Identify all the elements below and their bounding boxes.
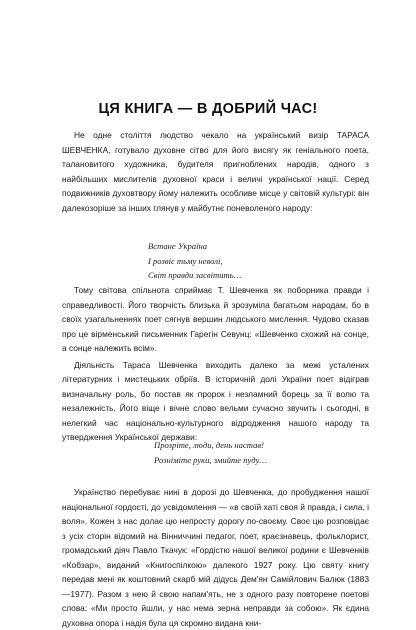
intro-block	[62, 128, 369, 215]
paragraph-2: Тому світова спільнота сприймає Т. Шевченка як поборника правди і справедливості. Його творчість близька й зрозуміла багатьом народам, бо в своїх узагальненнях поет сягнув вершин людського мислення. Чудово сказав про це вірменський письменник Гарегін Севунц: «Шевченко схожий на сонце, а сонце належить всім».	[62, 285, 369, 354]
poem-line: Світ правди засвітить…	[148, 270, 242, 281]
paragraph-4: Українство перебуває нині в дорозі до Шевченка, до пробудження нашої національної гордості, до усвідомлення — «в своїй хаті своя й правда, і сила, і воля». Кожен з нас долає цю непросту дорогу по-своєму. Своє цю розповідає з усіх сторін відомий на Вінниччині педагог, поет, краєзнавець, фольклорист, громадський діяч Павло Ткачук: «Гордістю нашої великої родини є Шевченків «Кобзар», виданий «Книгоспілкою» далекого 1927 року. Цю святу книгу передав мені як коштовний скарб мій дідусь Дем'ян Самійлович Балюк (1883—1977). Разом з нею й свою напам'ять, не з одного разу повторене поетові слова: «Ми просто йшли, у нас нема зерна неправди за собою». Як єдина духовна опора і надія була ця скромно видана кни-	[62, 487, 369, 628]
closing-block	[62, 485, 369, 630]
poem-line: Встане Україна	[148, 241, 208, 251]
poem-quote-1	[0, 239, 416, 283]
poem-quote-2	[0, 438, 416, 467]
poem-line: І розвіє тьму неволі,	[148, 255, 223, 266]
chapter-title: ЦЯ КНИГА — В ДОБРИЙ ЧАС!	[98, 101, 318, 117]
poem-line: Прозріте, люди, день настав!	[154, 440, 264, 450]
middle-block	[62, 283, 369, 445]
paragraph-1: Не одне століття людство чекало на український визір ТАРАСА ШЕВЧЕНКА, готувало духовне сітво для його висягу як геніального поета, талановитого художника, будителя пригноблених народів, одного з найбільших мислителів духовної краси і величі української нації. Серед подвижників духовтвору йому належить особливе місце у світовій культурі: він далекозоріше за інших глянув у майбутнє поневоленого народу:	[62, 130, 369, 213]
poem-line: Розніміте руки, змийте пуду…	[154, 454, 267, 465]
paragraph-3: Діяльність Тараса Шевченка виходить далеко за межі усталених літературних і мистецьких обріїв. В історичній долі України поет відіграв визначальну роль, бо постав як пророк і незламний борець за її волю та незалежність. Його віще і вічне слово вельми сучасно звучить і сьогодні, в нелегкий час національно-культурного відродження нашого народу та утвердження Української держави:	[62, 359, 369, 443]
